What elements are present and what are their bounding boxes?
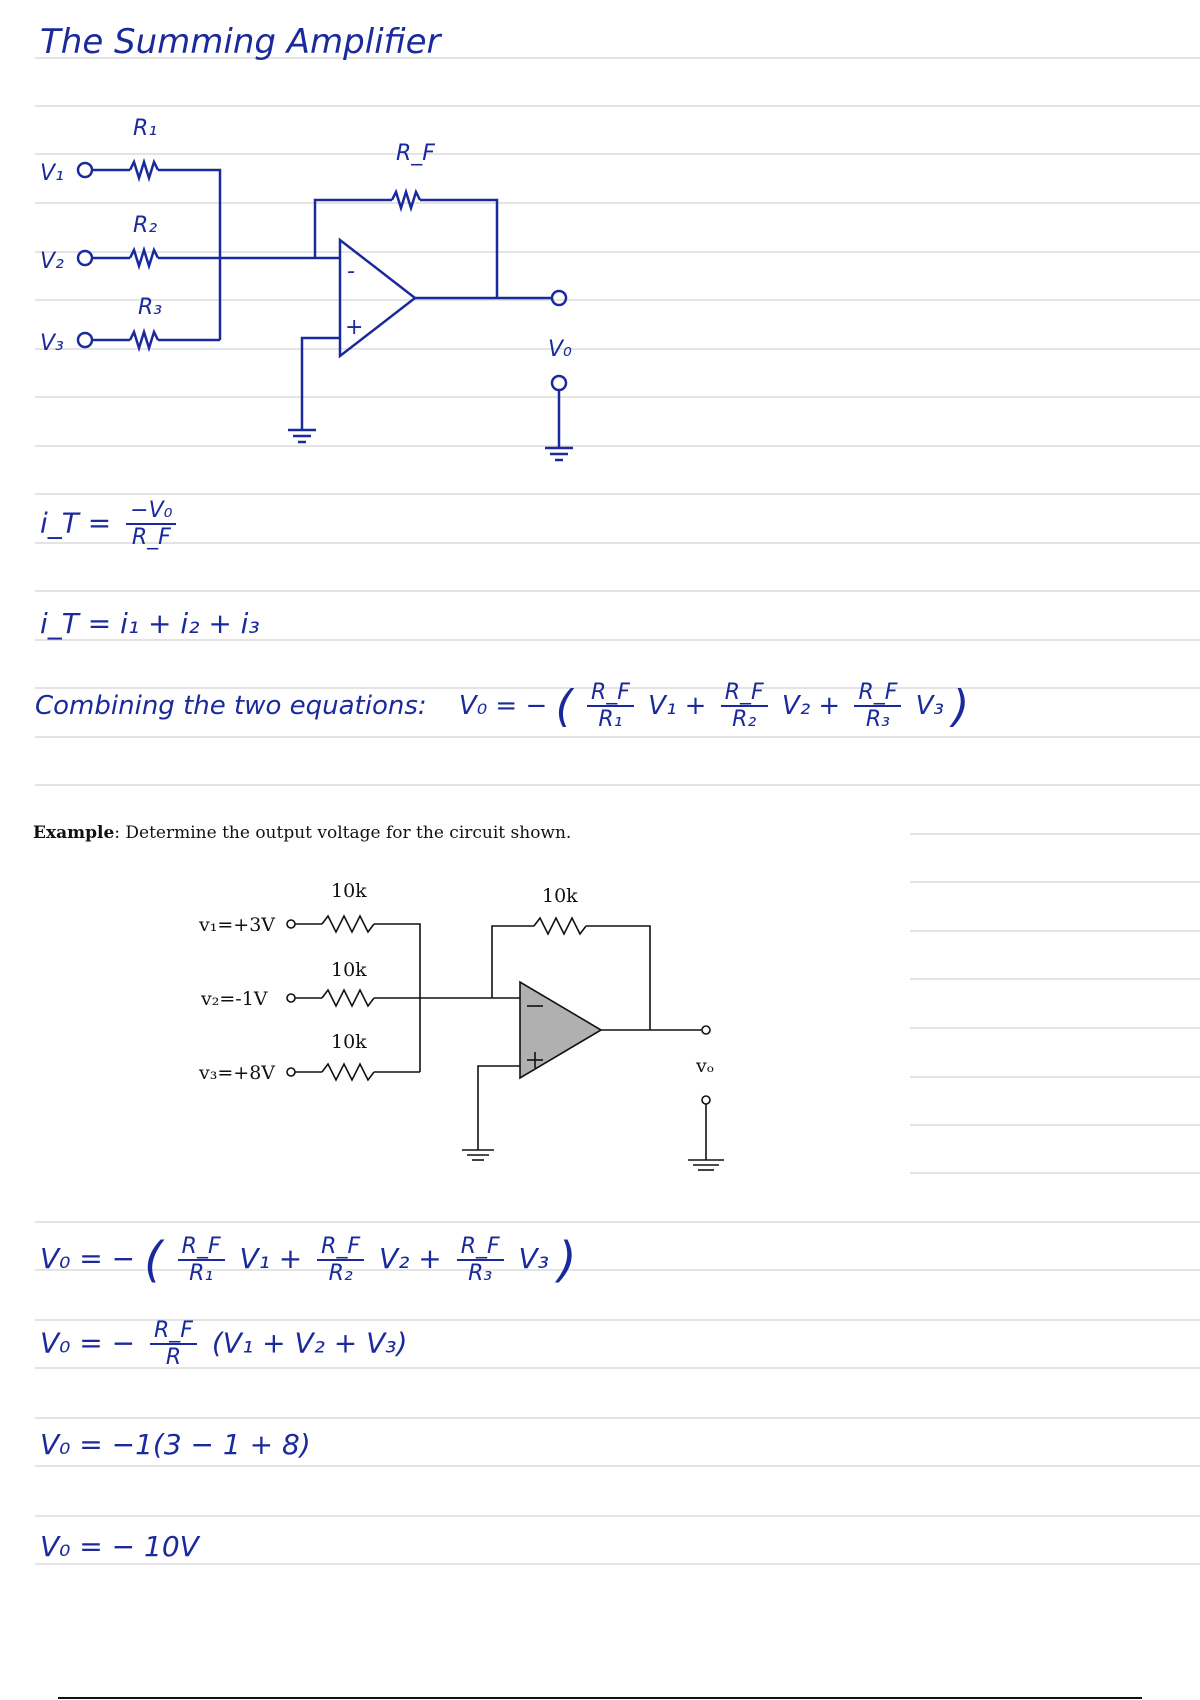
r3-value: 10k bbox=[331, 1031, 367, 1053]
combining-frac-2-num: R_F bbox=[721, 680, 768, 707]
r2-label: R₂ bbox=[133, 213, 158, 238]
combining-lhs: V₀ = − bbox=[458, 690, 548, 721]
eq-it bbox=[40, 498, 182, 551]
v1-value: v₁=+3V bbox=[199, 914, 275, 936]
eq-combining: Combining the two equations: V₀ = − ( $\frac{R\_F}{\text{R₁}}$ V₁ + $\frac{R\_F}{\text{R₂}}$ V₂ + $\frac{R\_F}{\text{R₃}}$ V₃ ) bbox=[35, 680, 970, 733]
solution-1-frac-2 bbox=[317, 1234, 364, 1287]
solution-1-frac-1 bbox=[178, 1234, 225, 1287]
combining-frac-1 bbox=[587, 680, 634, 733]
solution-1-frac-3-num: R_F bbox=[457, 1234, 504, 1261]
solution-2-num: R_F bbox=[150, 1318, 197, 1345]
solution-1-frac-1-num: R_F bbox=[178, 1234, 225, 1261]
solution-1-lhs: V₀ = − bbox=[40, 1242, 136, 1275]
solution-1-frac-2-den: R₂ bbox=[328, 1261, 353, 1286]
example-opamp bbox=[520, 982, 601, 1078]
solution-1-var-1: V₁ + bbox=[239, 1242, 303, 1275]
solution-line-2 bbox=[40, 1318, 407, 1371]
v1-label: V₁ bbox=[40, 161, 64, 186]
combining-label: Combining the two equations: bbox=[35, 690, 427, 721]
solution-line-3: V₀ = −1(3 − 1 + 8) bbox=[40, 1428, 311, 1461]
noninverting-sign: + bbox=[345, 315, 364, 340]
v2-value: v₂=-1V bbox=[201, 988, 268, 1010]
solution-1-frac-3-den: R₃ bbox=[468, 1261, 493, 1286]
combining-frac-2 bbox=[721, 680, 768, 733]
example-text: : Determine the output voltage for the circuit shown. bbox=[114, 823, 572, 843]
combining-var-3: V₃ bbox=[915, 690, 944, 721]
solution-line-1: V₀ = − ( $\frac{R\_F}{\text{R₁}}$ V₁ + $\frac{R\_F}{\text{R₂}}$ V₂ + $\frac{R\_F}{\text{R₃}}$ V₃ ) bbox=[40, 1232, 577, 1288]
solution-2-rest: (V₁ + V₂ + V₃) bbox=[211, 1326, 408, 1360]
eq-it-equals: = bbox=[87, 506, 112, 540]
v3-value: v₃=+8V bbox=[199, 1062, 275, 1084]
solution-1-frac-2-num: R_F bbox=[317, 1234, 364, 1261]
vo-output-label: vₒ bbox=[696, 1055, 715, 1077]
combining-frac-3-num: R_F bbox=[854, 680, 901, 707]
combining-frac-3 bbox=[854, 680, 901, 733]
solution-line-4: V₀ = − 10V bbox=[40, 1530, 199, 1563]
combining-frac-2-den: R₂ bbox=[732, 707, 757, 733]
example-prompt bbox=[33, 823, 571, 843]
page-title: The Summing Amplifier bbox=[40, 22, 441, 62]
example-circuit-schematic bbox=[0, 860, 800, 1180]
combining-var-1: V₁ + bbox=[648, 690, 707, 721]
eq-sum-currents: i_T = i₁ + i₂ + i₃ bbox=[40, 607, 260, 640]
combining-frac-1-den: R₁ bbox=[598, 707, 623, 733]
eq-it-fraction bbox=[126, 498, 176, 551]
combining-frac-3-den: R₃ bbox=[865, 707, 890, 733]
solution-2-frac bbox=[150, 1318, 197, 1371]
solution-1-frac-1-den: R₁ bbox=[189, 1261, 214, 1286]
r2-value: 10k bbox=[331, 959, 367, 981]
r1-value: 10k bbox=[331, 880, 367, 902]
rf-value: 10k bbox=[542, 885, 578, 907]
combining-var-2: V₂ + bbox=[781, 690, 841, 721]
combining-frac-1-num: R_F bbox=[587, 680, 634, 707]
eq-it-num: −V₀ bbox=[126, 498, 176, 525]
eq-it-den: R_F bbox=[131, 525, 171, 551]
vo-label: V₀ bbox=[548, 337, 572, 362]
solution-1-var-2: V₂ + bbox=[379, 1242, 442, 1275]
example-bold: Example bbox=[33, 823, 115, 843]
r1-label: R₁ bbox=[133, 116, 158, 141]
v2-label: V₂ bbox=[40, 249, 64, 274]
rf-label: R_F bbox=[396, 141, 435, 166]
solution-1-var-3: V₃ bbox=[518, 1242, 549, 1275]
r3-label: R₃ bbox=[138, 295, 163, 320]
eq-it-lhs: i_T bbox=[40, 506, 79, 540]
solution-2-den: R bbox=[165, 1345, 182, 1371]
summing-amplifier-schematic bbox=[0, 0, 1200, 500]
solution-2-lhs: V₀ = − bbox=[40, 1326, 136, 1360]
v3-label: V₃ bbox=[40, 331, 64, 356]
inverting-sign: - bbox=[347, 259, 355, 284]
solution-1-frac-3 bbox=[457, 1234, 504, 1287]
